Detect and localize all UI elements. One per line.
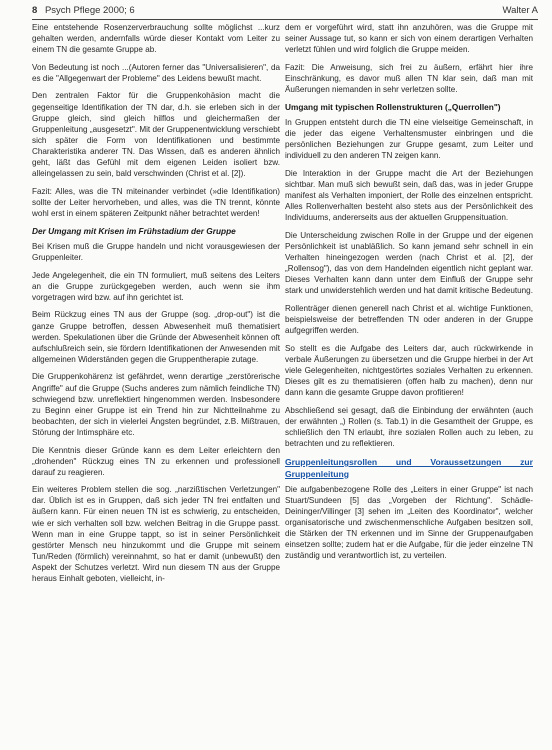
paragraph: Die Unterscheidung zwischen Rolle in der Gruppe und der eigenen Persönlichkeit ist unabläßlich. So kann jemand sehr schnell in ein Verhalten hineingezogen werden (nach Christ et al. [2], der „Rollensog"), das von dem Handelnden eigentlich nicht geplant war. Dieses Verhalten kann dann unter dem Einfluß der Gruppe sehr stark und unwiderstehlich werden und hat damit kritische Bedeutung. — [285, 230, 533, 296]
paragraph: Fazit: Alles, was die TN miteinander verbindet (»die Identifikation) sollte der Leiter hervorheben, und alles, was die TN trennt, könnte wohl erst in einem späteren Zeitpunkt näher betrachtet werden! — [32, 186, 280, 218]
paragraph: Abschließend sei gesagt, daß die Einbindung der erwähnten (auch der erwähnten „) Rollen (s. Tab.1) in die Gesamtheit der Gruppe, es schließlich den TN erlaubt, ihre sozialen Rollen auch zu leben, zu betrachten und zu reflektieren. — [285, 405, 533, 448]
paragraph: Die aufgabenbezogene Rolle des „Leiters in einer Gruppe" ist nach Stuart/Sundeen [5] das „Vorgeben der Richtung". Schädle-Deininger/Villinger [3] sehen im „Leiten des Koordinator", welcher organisatorische und zwischenmenschliche Aufgaben besitzen soll, die Stärken der TN erkennen und im Sinne der Gruppenaufgaben einsetzen sollte; zudem hat er die Aufgabe, für die jeder einzelne TN zuständig und verantwortlich ist, zu verteilen. — [285, 484, 533, 561]
paragraph: Von Bedeutung ist noch ...(Autoren ferner das "Universalisieren", da es die "Allgegenwart der Probleme" des Leidens bewußt macht. — [32, 62, 280, 83]
running-author: Walter A — [502, 5, 538, 16]
running-header — [32, 5, 538, 19]
paragraph: In Gruppen entsteht durch die TN eine vielseitige Gemeinschaft, in die jeder das eigene Verhaltensmuster einbringen und die persönlichen Beziehungen zur Gruppe gesamt, zum Leiter und individuell zu den anderen TN zeigen kann. — [285, 118, 533, 161]
paragraph: Beim Rückzug eines TN aus der Gruppe (sog. „drop-out") ist die ganze Gruppe betroffen, dessen Abwesenheit muß thematisiert werden. Spekulationen über die Gründe der Abwesenheit können oft aufschlußreich sein, sie fördern Identifikationen der Anwesenden mit allgemeinen Widerständen gegen die Gruppentherapie zutage. — [32, 310, 280, 364]
paragraph: Bei Krisen muß die Gruppe handeln und nicht vorausgewiesen der Gruppenleiter. — [32, 242, 280, 263]
right-column — [285, 22, 533, 568]
left-column — [32, 22, 280, 591]
paragraph: Den zentralen Faktor für die Gruppenkohäsion macht die gegenseitige Identifikation der TN dar, d.h. sie erleben sich in der Gruppe gleich, sind gleich hilflos und gleichermaßen der Gruppenleitung „ausgesetzt". Mit der Gruppenentwicklung verschiebt sich später die Form von Identifikationen und bestimmte Charakteristika anderer TN. Das Wissen, daß es anderen ähnlich geht, läßt das Gefühl mit dem eigenen Leiden isoliert bzw. alleingelassen zu sein, bald verschwinden (Christ et al. [2]). — [32, 91, 280, 179]
paragraph: So stellt es die Aufgabe des Leiters dar, auch rückwirkende in verbale Äußerungen zu übersetzen und die Gruppe hierbei in der Art viele Gelegenheiten, nichtgestörtes soziales Verhalten zu erkennen. Dieses gilt es zu thematisieren (offen halb zu machen), denn nur dann kann die gesamte Gruppe davon profitieren! — [285, 343, 533, 398]
section-heading-crisis: Der Umgang mit Krisen im Frühstadium der Gruppe — [32, 226, 236, 236]
section-heading-roles: Umgang mit typischen Rollenstrukturen („Querrollen") — [285, 102, 501, 113]
page-number: 8 — [32, 5, 38, 16]
paragraph: Eine entstehende Rosenzerverbrauchung sollte möglichst ...kurz gehalten werden, andernfalls würde dieser Kontakt vom Leiter zu einem TN die gesamte Gruppe ab. — [32, 23, 280, 55]
paragraph: Die Gruppenkohärenz ist gefährdet, wenn derartige „zerstörerische Angriffe" auf die Gruppe (Suchs anderes zum nämlich feindliche TN) schwiegend bzw. unreflektiert hingenommen werden. Insbesondere zu Beginn einer Gruppe ist ein Trend hin zur Nichtteilnahme zu beobachten, der sich in vielerlei Ängsten begründet, z.B. Mißtrauen, Störung der Intimsphäre etc. — [32, 372, 280, 437]
paragraph: Jede Angelegenheit, die ein TN formuliert, muß seitens des Leiters an die Gruppe zurückgegeben werden, auch wenn sie ihm vorgetragen wird bzw. auf ihn gerichtet ist. — [32, 270, 280, 302]
paragraph: Die Kenntnis dieser Gründe kann es dem Leiter erleichtern den „drohenden" Rückzug eines TN zu erkennen und professionell darauf zu reagieren. — [32, 445, 280, 477]
paragraph: Fazit: Die Anweisung, sich frei zu äußern, erfährt hier ihre Einschränkung, es davor muß allen TN klar sein, daß man mit Äußerungen niemanden in sehr verletzen sollte. — [285, 62, 533, 94]
paragraph: Die Interaktion in der Gruppe macht die Art der Beziehungen sichtbar. Man muß sich bewußt sein, daß das, was in jeder Gruppe manifest als Verhalten imponiert, der Rolle des einzelnen entspricht. Alles Rollenverhalten besteht also stets aus der Persönlichkeit des Individuums, andererseits aus der aktuellen Gruppensituation. — [285, 168, 533, 223]
paragraph: Ein weiteres Problem stellen die sog. „narzißtischen Verletzungen" dar. Üblich ist es in Gruppen, daß sich jeder TN frei entfalten und äußern kann. Für einen neuen TN ist es schwierig, zu entscheiden, wie er sich verhalten soll bzw. welchen Beitrag in die Gruppe passt. Wenn man in eine Gruppe tappt, so ist in seiner Persönlichkeit gestörter Mensch neu hinzukommt und die Gruppe mit seinem Tun/Reden (förmlich) vereinnahmt, so hat er damit (unbewußt) den Aspekt der Schutzes verletzt. Wird nun diesem TN aus der Gruppe heraus Einhalt geboten, vielleicht, in- — [32, 485, 280, 584]
paragraph: dem er vorgeführt wird, statt ihn anzuhören, was die Gruppe mit seiner Aussage tut, so kann er sich von einem derartigen Verhalten verletzt fühlen und wird folglich die Gruppe meiden. — [285, 23, 533, 55]
journal-title: Psych Pflege 2000; 6 — [44, 5, 135, 16]
section-heading-leadership: Gruppenleitungsrollen und Voraussetzungen zur Gruppenleitung — [285, 457, 533, 479]
paragraph: Rollenträger dienen generell nach Christ et al. wichtige Funktionen, beispielsweise der betreffenden TN oder anderen in der Gruppe aufgegriffen werden. — [285, 303, 533, 336]
header-rule — [32, 19, 538, 20]
